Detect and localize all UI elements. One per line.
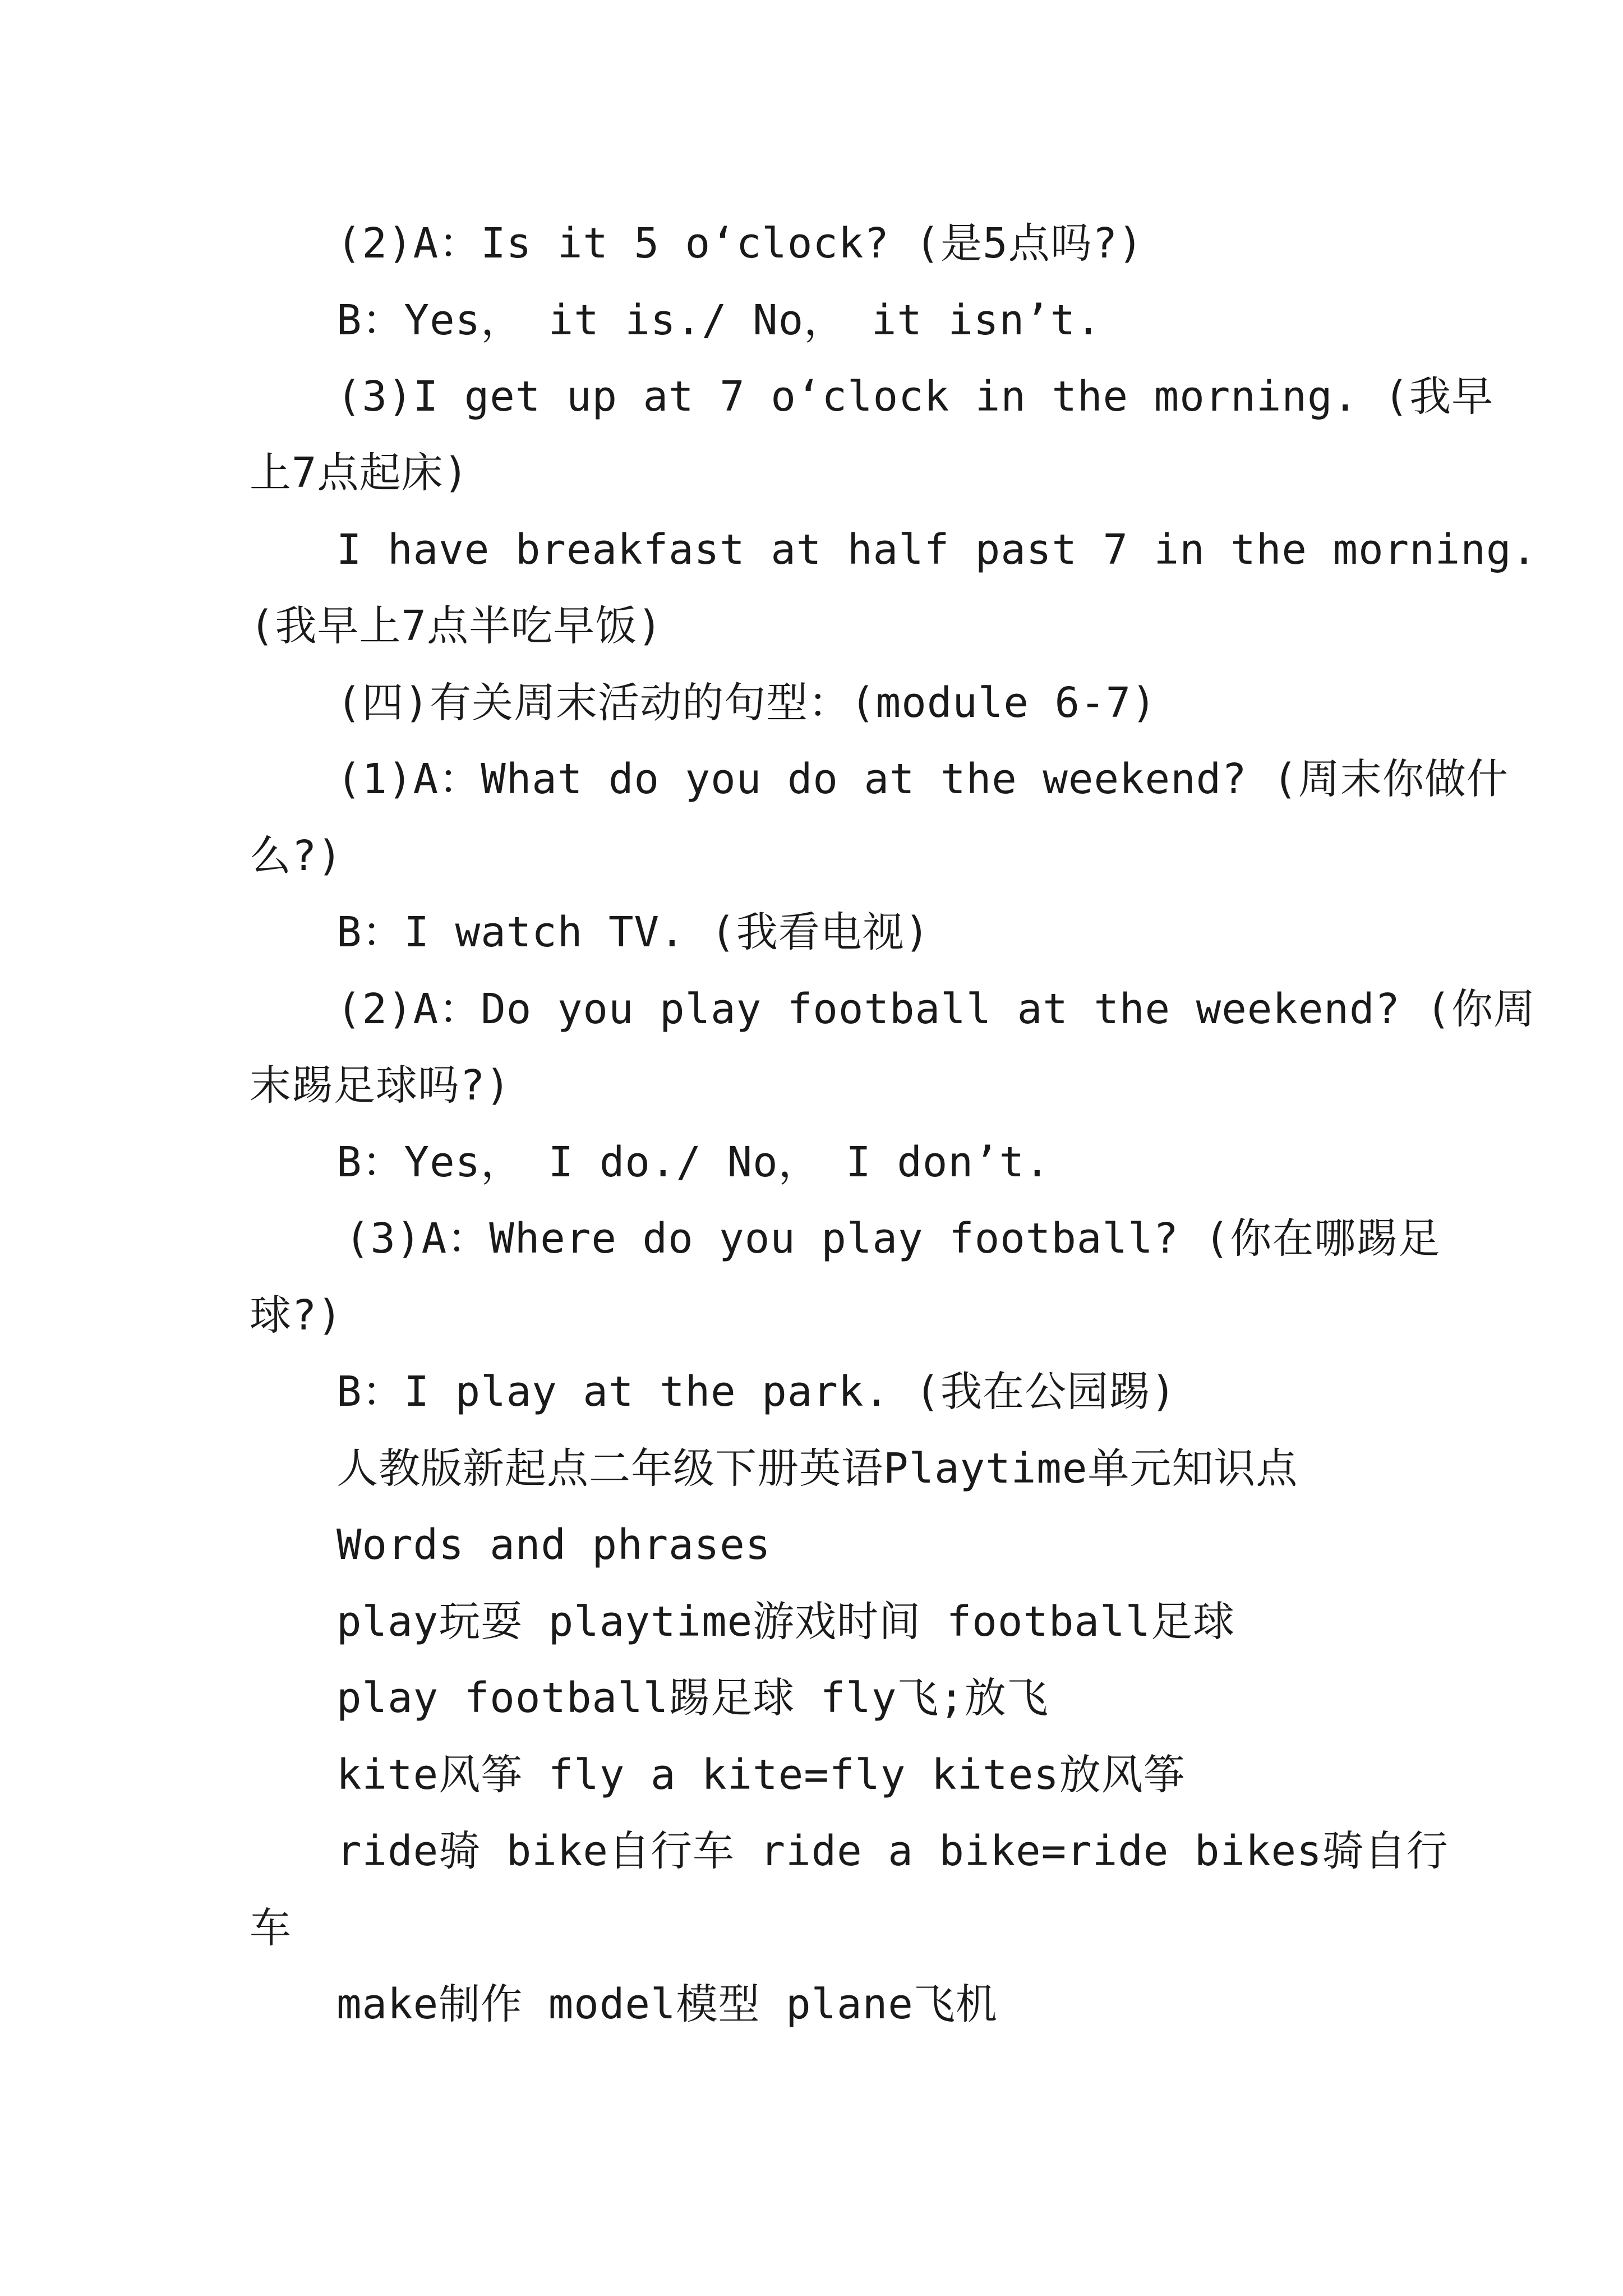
dialogue-football-question-line1: (2)A：Do you play football at the weekend? (你周 — [336, 985, 1536, 1033]
dialogue-where-question-line2: 球?) — [250, 1291, 343, 1340]
vocabulary-line-ride-line2: 车 — [250, 1904, 292, 1952]
section-heading-weekend: (四)有关周末活动的句型：(module 6-7) — [336, 679, 1157, 727]
dialogue-where-answer: B：I play at the park. (我在公园踢) — [336, 1368, 1177, 1416]
dialogue-football-answer: B：Yes， I do./ No， I don’t. — [336, 1138, 1050, 1186]
dialogue-where-question-line1: (3)A：Where do you play football? (你在哪踢足 — [345, 1214, 1441, 1263]
dialogue-weekend-question-line2: 么?) — [250, 832, 343, 880]
paragraph-get-up-line1: (3)I get up at 7 o‘clock in the morning. (我早 — [336, 372, 1494, 421]
dialogue-weekend-question-line1: (1)A：What do you do at the weekend? (周末你做什 — [336, 755, 1509, 803]
vocabulary-line-kite: kite风筝 fly a kite=fly kites放风筝 — [336, 1751, 1186, 1799]
dialogue-line-time-answer: B：Yes， it is./ No， it isn’t. — [336, 296, 1101, 344]
paragraph-get-up-line2: 上7点起床) — [250, 449, 469, 497]
paragraph-breakfast-line1: I have breakfast at half past 7 in the morning. — [336, 526, 1537, 574]
unit-title: 人教版新起点二年级下册英语Playtime单元知识点 — [336, 1444, 1298, 1493]
paragraph-breakfast-line2: (我早上7点半吃早饭) — [250, 602, 663, 650]
vocabulary-line-make: make制作 model模型 plane飞机 — [336, 1980, 998, 2028]
dialogue-line-time-question: (2)A：Is it 5 o‘clock? (是5点吗?) — [336, 219, 1144, 268]
vocabulary-line-fly: play football踢足球 fly飞;放飞 — [336, 1674, 1049, 1722]
vocabulary-line-ride-line1: ride骑 bike自行车 ride a bike=ride bikes骑自行 — [336, 1827, 1449, 1875]
vocabulary-line-play: play玩耍 playtime游戏时间 football足球 — [336, 1598, 1235, 1646]
dialogue-weekend-answer: B：I watch TV. (我看电视) — [336, 908, 930, 956]
dialogue-football-question-line2: 末踢足球吗?) — [250, 1061, 511, 1110]
vocabulary-heading: Words and phrases — [336, 1521, 771, 1569]
